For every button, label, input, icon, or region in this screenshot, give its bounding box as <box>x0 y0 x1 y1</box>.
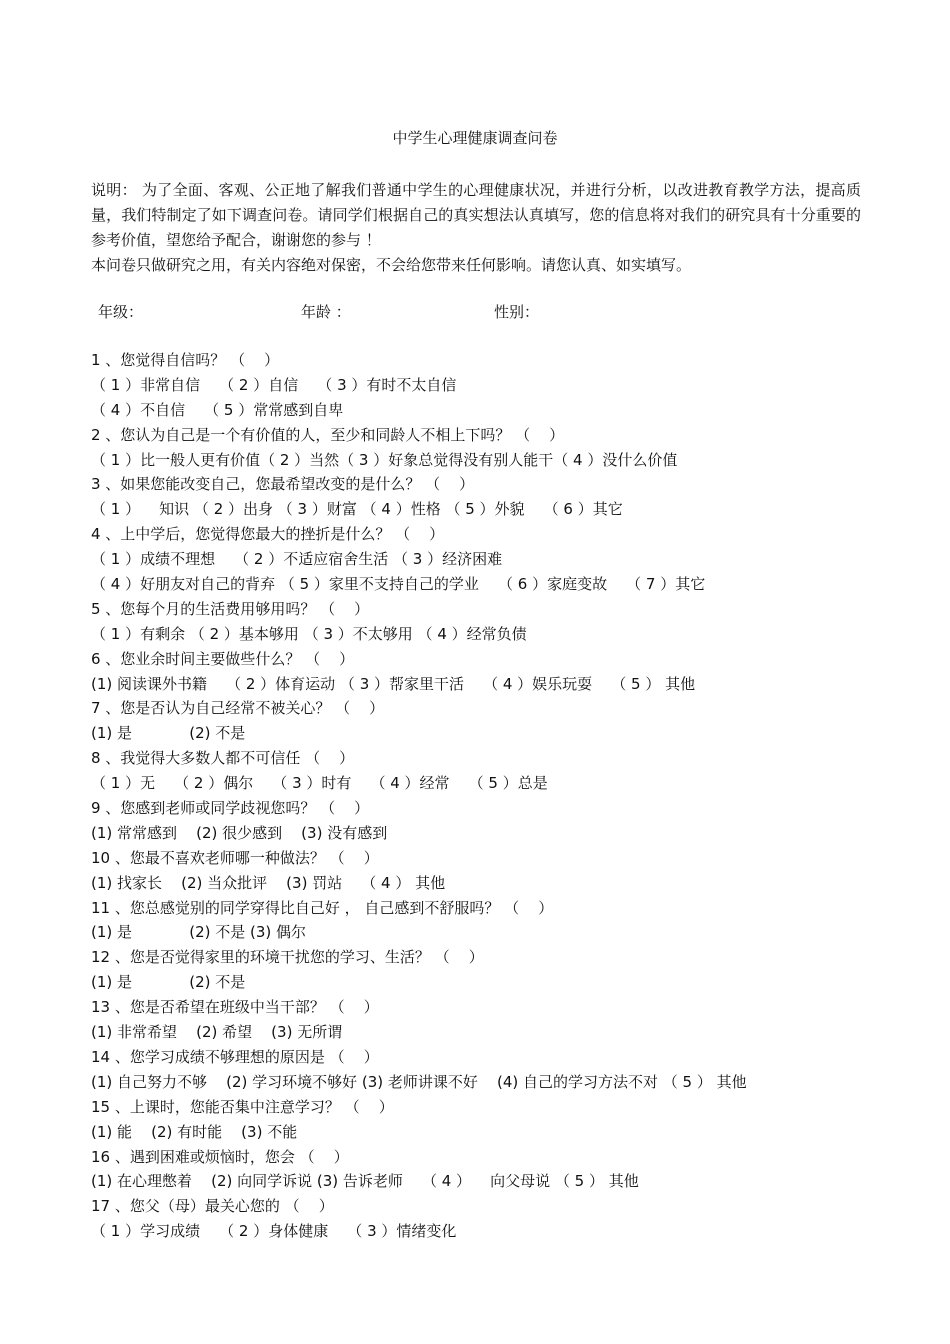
intro-section <box>91 178 861 278</box>
question-line: 15 、上课时，您能否集中注意学习？ （ ） <box>91 1097 394 1116</box>
option-line: (1) 是 (2) 不是 (3) 偶尔 <box>91 923 307 942</box>
question-line: 8 、我觉得大多数人都不可信任 （ ） <box>91 749 355 768</box>
question-line: 10 、您最不喜欢老师哪一种做法？ （ ） <box>91 848 379 867</box>
question-line: 13 、您是否希望在班级中当干部？ （ ） <box>91 998 379 1017</box>
question-line: 4 、上中学后，您觉得您最大的挫折是什么？ （ ） <box>91 525 445 544</box>
option-line: (1) 能 (2) 有时能 (3) 不能 <box>91 1122 298 1141</box>
option-line: （ 1 ）有剩余 （ 2 ）基本够用 （ 3 ）不太够用 （ 4 ）经常负债 <box>91 624 527 643</box>
option-line: （ 4 ）好朋友对自己的背弃 （ 5 ）家里不支持自己的学业 （ 6 ）家庭变故 （ 7 ）其它 <box>91 575 706 594</box>
question-line: 14 、您学习成绩不够理想的原因是 （ ） <box>91 1047 379 1066</box>
gender-field-label: 性别： <box>494 303 540 321</box>
option-line: （ 1 ）成绩不理想 （ 2 ）不适应宿舍生活 （ 3 ）经济困难 <box>91 550 503 569</box>
question-line: 5 、您每个月的生活费用够用吗？ （ ） <box>91 599 370 618</box>
question-line: 16 、遇到困难或烦恼时，您会 （ ） <box>91 1147 349 1166</box>
question-line: 9 、您感到老师或同学歧视您吗？ （ ） <box>91 799 370 818</box>
option-line: （ 1 ） 知识 （ 2 ）出身 （ 3 ）财富 （ 4 ）性格 （ 5 ）外貌 （ 6 ）其它 <box>91 500 623 519</box>
option-line: （ 1 ）比一般人更有价值（ 2 ）当然（ 3 ）好象总觉得没有别人能干（ 4 ）没什么价值 <box>91 450 678 469</box>
question-list <box>91 348 871 1244</box>
info-fields <box>98 302 858 322</box>
option-line: （ 1 ）非常自信 （ 2 ）自信 （ 3 ）有时不太自信 <box>91 375 457 394</box>
question-line: 12 、您是否觉得家里的环境干扰您的学习、生活？ （ ） <box>91 948 484 967</box>
option-line: (1) 在心理憋着 (2) 向同学诉说 (3) 告诉老师 （ 4 ） 向父母说 （ 5 ） 其他 <box>91 1172 639 1191</box>
option-line: (1) 常常感到 (2) 很少感到 (3) 没有感到 <box>91 823 388 842</box>
question-line: 2 、您认为自己是一个有价值的人，至少和同龄人不相上下吗？ （ ） <box>91 425 565 444</box>
question-line: 1 、您觉得自信吗？ （ ） <box>91 351 280 369</box>
question-line: 6 、您业余时间主要做些什么？ （ ） <box>91 649 355 668</box>
intro-paragraph: 说明： 为了全面、客观、公正地了解我们普通中学生的心理健康状况，并进行分析，以改进教育教学方法，提高质量，我们特制定了如下调查问卷。请同学们根据自己的真实想法认真填写，您的信息将对我们的研究具有十分重要的参考价值，望您给予配合，谢谢您的参与 ！ <box>91 181 861 249</box>
option-line: (1) 非常希望 (2) 希望 (3) 无所谓 <box>91 1023 343 1042</box>
page-title: 中学生心理健康调查问卷 <box>392 129 558 147</box>
option-line: (1) 自己努力不够 (2) 学习环境不够好 (3) 老师讲课不好 (4) 自己的学习方法不对 （ 5 ） 其他 <box>91 1072 747 1091</box>
option-line: (1) 阅读课外书籍 （ 2 ）体育运动 （ 3 ）帮家里干活 （ 4 ）娱乐玩耍 （ 5 ） 其他 <box>91 674 696 693</box>
option-line: （ 4 ）不自信 （ 5 ）常常感到自卑 <box>91 400 344 419</box>
option-line: （ 1 ）学习成绩 （ 2 ）身体健康 （ 3 ）情绪变化 <box>91 1222 457 1241</box>
privacy-note: 本问卷只做研究之用，有关内容绝对保密，不会给您带来任何影响。请您认真、如实填写。 <box>91 256 692 274</box>
age-field-label: 年龄 ： <box>301 303 351 321</box>
question-line: 17 、您父（母）最关心您的 （ ） <box>91 1197 334 1216</box>
option-line: (1) 是 (2) 不是 <box>91 724 246 743</box>
option-line: (1) 是 (2) 不是 <box>91 973 246 992</box>
grade-field-label: 年级： <box>98 303 144 321</box>
question-line: 7 、您是否认为自己经常不被关心？ （ ） <box>91 699 385 718</box>
question-line: 3 、如果您能改变自己，您最希望改变的是什么？ （ ） <box>91 475 475 494</box>
option-line: （ 1 ）无 （ 2 ）偶尔 （ 3 ）时有 （ 4 ）经常 （ 5 ）总是 <box>91 774 548 793</box>
question-line: 11 、您总感觉别的同学穿得比自己好 ， 自己感到不舒服吗？ （ ） <box>91 898 554 917</box>
option-line: (1) 找家长 (2) 当众批评 (3) 罚站 （ 4 ） 其他 <box>91 873 446 892</box>
